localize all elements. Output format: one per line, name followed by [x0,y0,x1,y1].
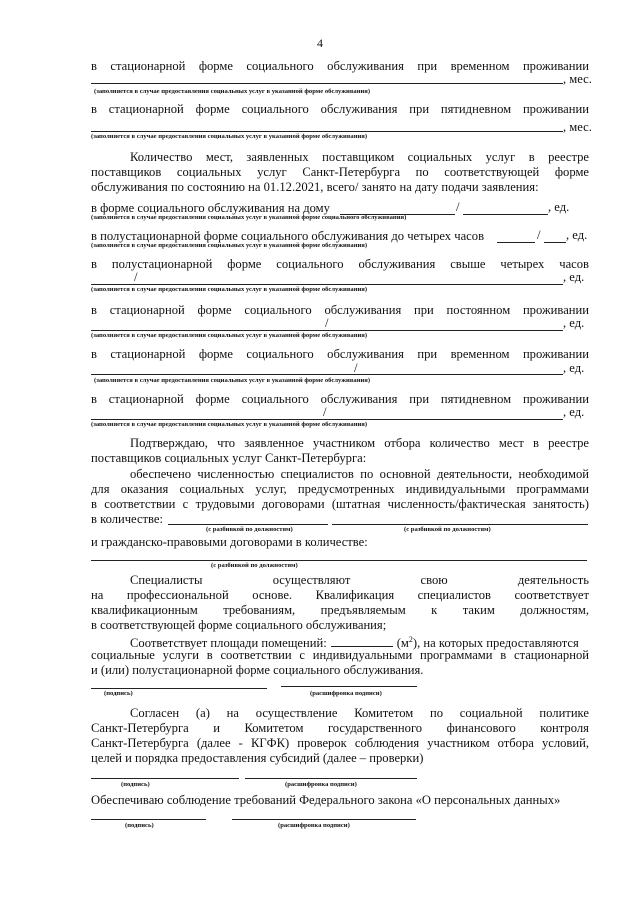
form-note: (с разбивкой по должностям) [211,562,298,569]
spec-row-4: в соответствующей форме социального обслуживания; [91,618,387,632]
decode-label: (расшифровка подписи) [310,690,382,697]
form-note: (заполняется в случае предоставления социальных услуг в указанной форме обслуживания) [91,133,368,140]
decode-line[interactable] [281,686,417,687]
confirm-line-1: Подтверждаю, что заявленное участником отбора количество мест в реестре [130,436,589,450]
signature-label: (подпись) [104,690,133,697]
qty-field-2[interactable] [332,524,588,525]
unit-label: , мес. [563,120,592,134]
perm-row: в стационарной форме социального обслуживания при постоянном проживании [91,303,589,317]
page-number: 4 [317,36,323,50]
word: Комитетом [244,721,304,735]
unit-label: , ед. [566,228,588,242]
slash: / [537,228,541,242]
consent-row-2 [91,720,589,736]
slash: / [456,200,460,214]
decode-line[interactable] [232,819,416,820]
spec-row-1 [130,572,589,588]
personal-data-line: Обеспечиваю соблюдение требований Федерального закона «О персональных данных» [91,793,561,807]
semi4-total-field[interactable] [497,242,535,243]
unit-label: , мес. [563,72,592,86]
word: (а) [195,706,210,720]
word: Согласен [130,706,180,720]
word: специалистов [417,588,491,602]
word: осуществление [255,706,338,720]
fill-line[interactable] [91,419,563,420]
home-label: в форме социального обслуживания на дому [91,201,330,215]
word: Специалисты [130,573,203,587]
signature-label: (подпись) [125,822,154,829]
slash: / [325,316,329,330]
spec-row-3 [91,602,589,618]
consent-row-4: целей и порядка предоставления субсидий (далее – проверки) [91,751,424,765]
word: профессиональной [126,588,229,602]
area-unit-sup: 2 [408,635,413,644]
decode-line[interactable] [245,778,417,779]
word: финансового [446,721,516,735]
places-intro-3: обслуживания по состоянию на 01.12.2021, всего/ занято на дату подачи заявления: [91,180,539,194]
civil-field[interactable] [91,560,587,561]
area-row-3: и (или) полустационарной форме социального обслуживания. [91,663,424,677]
word: Комитетом [354,706,414,720]
temp-row: в стационарной форме социального обслуживания при временном проживании [91,347,589,361]
spec-row-2 [91,587,589,603]
fill-line[interactable] [91,374,563,375]
word: свою [420,573,448,587]
form-note: (с разбивкой по должностям) [206,526,293,533]
unit-label: , ед. [563,361,585,375]
decode-label: (расшифровка подписи) [285,781,357,788]
form-note: (с разбивкой по должностям) [404,526,491,533]
area-field[interactable] [331,636,393,647]
decode-label: (расшифровка подписи) [278,822,350,829]
word: на [226,706,239,720]
word: таким [462,603,495,617]
consent-row-3: Санкт-Петербурга (далее - КГФК) проверок соблюдения участником отбора условий, [91,736,589,750]
word: квалификационным [91,603,198,617]
word: соответствует [514,588,589,602]
places-intro-1: Количество мест, заявленных поставщиком социальных услуг в реестре [130,150,589,164]
staff-line-1: обеспечено численностью специалистов по основной деятельности, необходимой [130,467,589,481]
word: на [91,588,104,602]
form-note: (заполняется в случае предоставления социальных услуг в указанной форме обслуживания) [94,377,371,384]
unit-label: , ед. [563,316,585,330]
word: к [431,603,438,617]
form-note: (заполняется в случае предоставления социальных услуг в указанной форме обслуживания) [91,242,368,249]
word: политике [539,706,589,720]
word: государственного [327,721,423,735]
slash: / [134,270,138,284]
area-rest: ), на которых предоставляются [412,636,579,651]
word: по [430,706,444,720]
signature-line[interactable] [91,778,239,779]
unit-label: , ед. [563,405,585,419]
area-row-2: социальные услуги в соответствии с индивидуальными программами в стационарной [91,648,589,662]
word: социальной [459,706,523,720]
word: деятельность [517,573,589,587]
word: и [213,721,220,735]
word: осуществляют [272,573,351,587]
word: контроля [540,721,589,735]
form-note: (заполняется в случае предоставления социальных услуг в указанной форме обслуживания) [91,286,368,293]
staff-line-3: в соответствии с трудовыми договорами (штатная численность/фактическая занятость) [91,497,589,511]
semi-over-row: в полустационарной форме социального обслуживания свыше четырех часов [91,257,589,271]
slash: / [323,405,327,419]
signature-line[interactable] [91,688,267,689]
staff-line-2: для оказания социальных услуг, предусмотренных индивидуальными программами [91,482,589,496]
word: Квалификация [315,588,395,602]
semi4-occupied-field[interactable] [544,242,566,243]
area-label: Соответствует площади помещений: [130,636,327,651]
qty-label: в количестве: [91,512,164,526]
fill-line[interactable] [91,284,563,285]
form-note: (заполняется в случае предоставления социальных услуг в указанной форме социального обслуживания) [91,214,407,221]
form-note: (заполняется в случае предоставления социальных услуг в указанной форме обслуживания) [91,332,368,339]
semi4-label: в полустационарной форме социального обслуживания до четырех часов [91,229,485,243]
fill-line[interactable] [91,83,563,84]
five-row: в стационарной форме социального обслуживания при пятидневном проживании [91,392,589,406]
word: Санкт-Петербурга [91,721,189,735]
home-occupied-field[interactable] [463,214,548,215]
signature-label: (подпись) [121,781,150,788]
form-note: (заполняется в случае предоставления социальных услуг в указанной форме обслуживания) [94,88,371,95]
slash: / [354,361,358,375]
word: предъявляемым [320,603,406,617]
form-note: (заполняется в случае предоставления социальных услуг в указанной форме обслуживания) [91,421,368,428]
qty-field[interactable] [168,524,328,525]
five-day-months-row: в стационарной форме социального обслуживания при пятидневном проживании [91,102,589,116]
word: основе. [252,588,293,602]
fill-line[interactable] [91,131,563,132]
unit-label: , ед. [548,200,570,214]
places-intro-2: поставщиков социальных услуг Санкт-Петербурга по соответствующей форме [91,165,589,179]
civil-label: и гражданско-правовыми договорами в количестве: [91,535,368,549]
confirm-line-2: поставщиков социальных услуг Санкт-Петербурга: [91,451,367,465]
signature-line[interactable] [91,819,206,820]
word: должностям, [520,603,589,617]
temp-stay-months-row: в стационарной форме социального обслуживания при временном проживании [91,59,589,73]
consent-row-1 [130,705,589,721]
area-unit: (м [396,636,409,651]
word: требованиям, [223,603,296,617]
unit-label: , ед. [563,270,585,284]
